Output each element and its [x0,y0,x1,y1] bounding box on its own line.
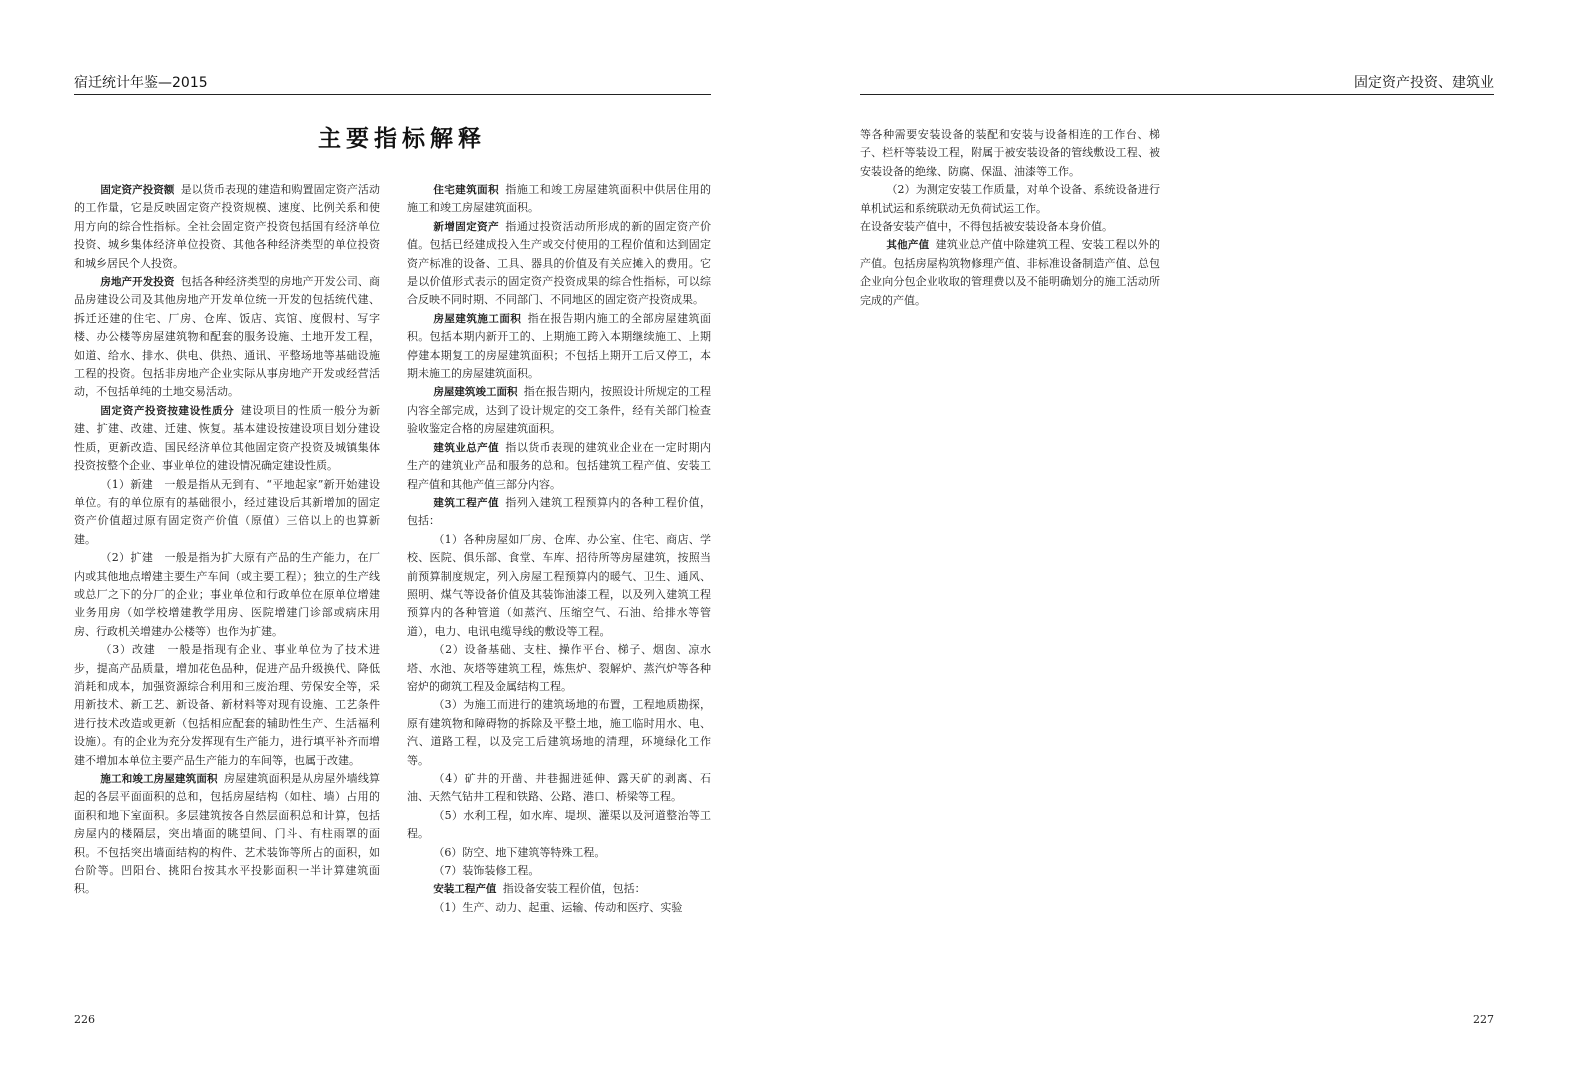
paragraph [74,476,380,550]
paragraph [860,218,1160,236]
indicator-text: 指以货币表现的建筑业企业在一定时期内生产的建筑业产品和服务的总和。包括建筑工程产值、安装工程产值和其他产值三部分内容。 [407,440,712,491]
paragraph [860,181,1160,218]
paragraph [74,770,380,899]
paragraph [407,844,711,862]
indicator-text: （7）装饰装修工程。 [433,864,540,878]
paragraph [407,641,711,696]
header-rule-left [74,94,711,95]
indicator-text: 指列入建筑工程预算内的各种工程价值，包括： [407,495,712,528]
indicator-text: （6）防空、地下建筑等特殊工程。 [433,845,606,859]
indicator-term: 房屋建筑施工面积 [433,312,522,325]
indicator-text: 指施工和竣工房屋建筑面积中供居住用的施工和竣工房屋建筑面积。 [407,183,712,215]
paragraph [407,218,711,310]
paragraph [860,236,1160,310]
indicator-text: 指在报告期内施工的全部房屋建筑面积。包括本期内新开工的、上期施工跨入本期继续施工、上期停建本期复工的房屋建筑面积；不包括上期开工后又停工，本期未施工的房屋建筑面积。 [407,311,712,381]
indicator-term: 建筑工程产值 [433,496,500,509]
paragraph [407,531,711,641]
paragraph [407,439,711,494]
indicator-text: 房屋建筑面积是从房屋外墙线算起的各层平面面积的总和，包括房屋结构（如柱、墙）占用的面积和地下室面积。多层建筑按各自然层面积总和计算，包括房屋内的楼隔层，突出墙面的眺望间、门斗、有柱雨罩的面积。不包括突出墙面结构的构件、艺术装饰等所占的面积，如台阶等。凹阳台、挑阳台按其水平投影面积一半计算建筑面积。 [74,772,381,896]
indicator-text: （1）生产、动力、起重、运输、传动和医疗、实验 [433,900,683,914]
paragraph [74,181,380,273]
paragraph [407,383,711,438]
indicator-text: 建设项目的性质一般分为新建、扩建、改建、迁建、恢复。基本建设按建设项目划分建设性质，更新改造、国民经济单位其他固定资产投资及城镇集体投资按整个企业、事业单位的建设情况确定建设性质。 [74,403,381,473]
indicator-text: 指设备安装工程价值，包括： [502,882,646,896]
indicator-text: （1）新建 一般是指从无到有、“平地起家”新开始建设单位。有的单位原有的基础很小，经过建设后其新增加的固定资产价值超过原有固定资产价值（原值）三倍以上的也算新建。 [74,477,380,546]
indicator-term: 其他产值 [886,239,930,252]
page-number-right: 227 [1473,1013,1494,1026]
indicator-text: 是以货币表现的建造和购置固定资产活动的工作量，它是反映固定资产投资规模、速度、比例关系和使用方向的综合性指标。全社会固定资产投资包括国有经济单位投资、城乡集体经济单位投资、其他各种经济类型的单位投资和城乡居民个人投资。 [74,183,381,270]
indicator-term: 施工和竣工房屋建筑面积 [100,773,218,785]
indicator-text: （2）为测定安装工作质量，对单个设备、系统设备进行单机试运和系统联动无负荷试运工作。 [860,183,1160,215]
indicator-text: 指在报告期内，按照设计所规定的工程内容全部完成，达到了设计规定的交工条件，经有关部门检查验收鉴定合格的房屋建筑面积。 [407,385,712,436]
paragraph [74,549,380,641]
indicator-text: 包括各种经济类型的房地产开发公司、商品房建设公司及其他房地产开发单位统一开发的包括统代建、拆迁还建的住宅、厂房、仓库、饭店、宾馆、度假村、写字楼、办公楼等房屋建筑物和配套的服务设施、土地开发工程，如道、给水、排水、供电、供热、通讯、平整场地等基础设施工程的投资。包括非房地产企业实际从事房地产开发或经营活动，不包括单纯的土地交易活动。 [74,275,381,399]
paragraph [407,310,711,384]
paragraph [860,126,1160,181]
indicator-term: 新增固定资产 [433,220,500,233]
indicator-term: 安装工程产值 [433,883,497,896]
indicator-text: （5）水利工程，如水库、堤坝、灌渠以及河道整治等工程。 [407,808,711,841]
indicator-text: （2）设备基础、支柱、操作平台、梯子、烟囱、凉水塔、水池、灰塔等建筑工程，炼焦炉、裂解炉、蒸汽炉等各种窑炉的砌筑工程及金属结构工程。 [407,643,711,693]
right-page [793,0,1587,1077]
paragraph [74,641,380,770]
right-page-column-1 [860,126,1160,310]
indicator-term: 房地产开发投资 [100,276,175,289]
paragraph [407,899,711,917]
running-head-right: 固定资产投资、建筑业 [1354,75,1494,91]
paragraph [407,494,711,531]
paragraph [407,696,711,770]
indicator-text: （4）矿井的开凿、井巷掘进延伸、露天矿的剥离、石油、天然气钻井工程和铁路、公路、港口、桥梁等工程。 [407,772,711,804]
paragraph [407,880,711,898]
paragraph [407,862,711,880]
indicator-text: 在设备安装产值中，不得包括被安装设备本身价值。 [860,220,1113,234]
indicator-term: 住宅建筑面积 [433,184,500,196]
page-title: 主要指标解释 [318,126,486,152]
paragraph [407,181,711,218]
paragraph [74,402,380,476]
indicator-term: 房屋建筑竣工面积 [433,386,518,399]
indicator-text: 等各种需要安装设备的装配和安装与设备相连的工作台、梯子、栏杆等装设工程，附属于被安装设备的管线敷设工程、被安装设备的绝缘、防腐、保温、油漆等工作。 [860,128,1160,178]
paragraph [407,807,711,844]
page-number-left: 226 [74,1013,95,1026]
running-head-left: 宿迁统计年鉴—2015 [74,75,208,91]
header-rule-right [860,94,1494,95]
indicator-term: 固定资产投资额 [100,184,175,196]
left-page [0,0,793,1077]
indicator-text: 指通过投资活动所形成的新的固定资产价值。包括已经建成投入生产或交付使用的工程价值和达到固定资产标准的设备、工具、器具的价值及有关应摊入的费用。它是以价值形式表示的固定资产投资成果的综合性指标，可以综合反映不同时期、不同部门、不同地区的固定资产投资成果。 [407,219,712,307]
left-page-column-1 [74,181,380,899]
indicator-text: （3）改建 一般是指现有企业、事业单位为了技术进步，提高产品质量，增加花色品种，促进产品升级换代、降低消耗和成本，加强资源综合利用和三废治理、劳保安全等，采用新技术、新工艺、新设备、新材料等对现有设施、工艺条件进行技术改造或更新（包括相应配套的辅助性生产、生活福利设施）。有的企业为充分发挥现有生产能力，进行填平补齐而增建不增加本单位主要产品生产能力的车间等，也属于改建。 [74,643,380,767]
indicator-term: 固定资产投资按建设性质分 [100,404,235,417]
paragraph [407,770,711,807]
indicator-term: 建筑业总产值 [433,441,500,454]
indicator-text: （2）扩建 一般是指为扩大原有产品的生产能力，在厂内或其他地点增建主要生产车间（或主要工程）；独立的生产线或总厂之下的分厂的企业；事业单位和行政单位在原单位增建业务用房（如学校增建教学用房、医院增建门诊部或病床用房、行政机关增建办公楼等）也作为扩建。 [74,551,380,638]
left-page-column-2 [407,181,711,917]
indicator-text: （3）为施工而进行的建筑场地的布置，工程地质勘探，原有建筑物和障碍物的拆除及平整土地，施工临时用水、电、汽、道路工程，以及完工后建筑场地的清理，环境绿化工作等。 [407,698,711,767]
paragraph [74,273,380,402]
indicator-text: 建筑业总产值中除建筑工程、安装工程以外的产值。包括房屋构筑物修理产值、非标准设备制造产值、总包企业向分包企业收取的管理费以及不能明确划分的施工活动所完成的产值。 [860,238,1161,307]
indicator-text: （1）各种房屋如厂房、仓库、办公室、住宅、商店、学校、医院、俱乐部、食堂、车库、招待所等房屋建筑，按照当前预算制度规定，列入房屋工程预算内的暖气、卫生、通风、照明、煤气等设备价值及其装饰油漆工程，以及列入建筑工程预算内的各种管道（如蒸汽、压缩空气、石油、给排水等管道），电力、电讯电缆导线的敷设等工程。 [407,532,711,638]
